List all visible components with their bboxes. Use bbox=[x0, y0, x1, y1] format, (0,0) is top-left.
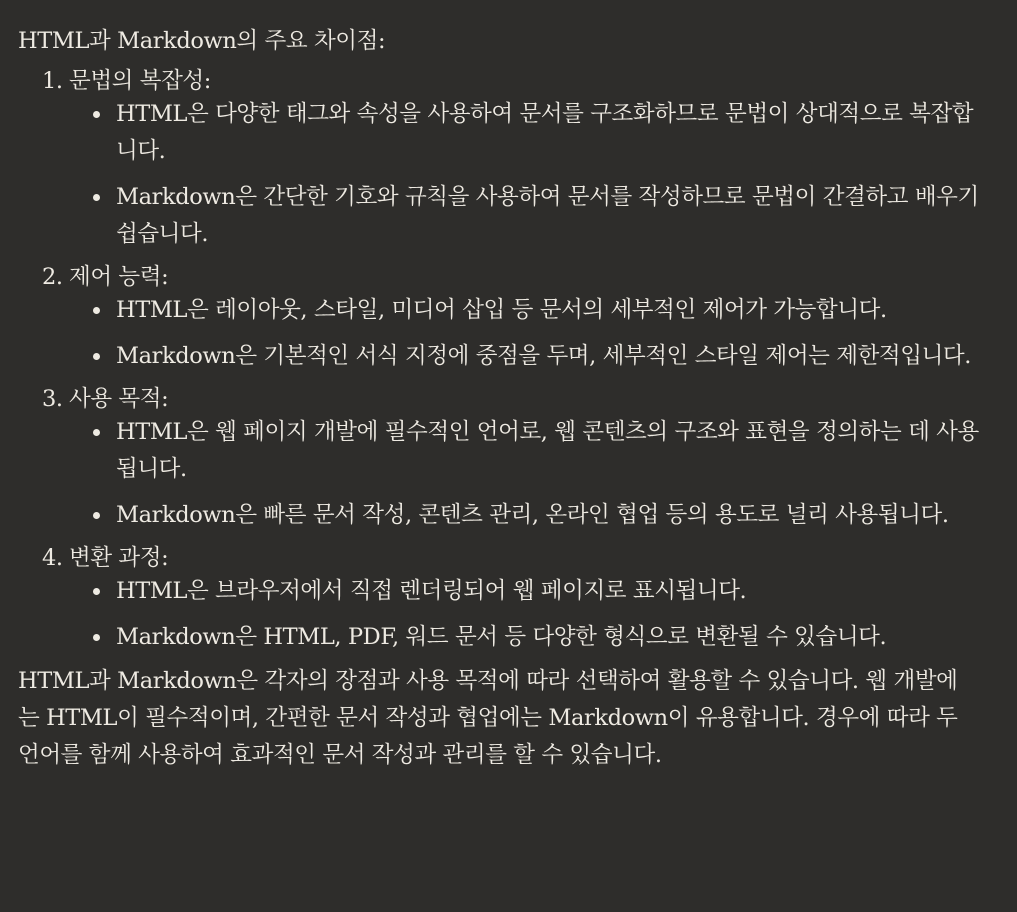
bullet-dot-icon bbox=[93, 429, 100, 436]
bullet-dot-icon bbox=[93, 307, 100, 314]
bullet-dot-icon bbox=[93, 634, 100, 641]
list-item bbox=[18, 338, 999, 375]
bullet-list bbox=[18, 414, 999, 534]
section-syntax bbox=[18, 66, 999, 253]
list-item bbox=[18, 292, 999, 329]
section-number: 3. bbox=[42, 386, 63, 412]
bullet-text: Markdown은 HTML, PDF, 워드 문서 등 다양한 형식으로 변환될 수 있습니다. bbox=[116, 624, 887, 650]
section-title bbox=[18, 262, 999, 292]
list-item bbox=[18, 619, 999, 656]
section-number: 1. bbox=[42, 68, 63, 94]
section-heading: 문법의 복잡성: bbox=[69, 68, 211, 94]
summary-text: HTML과 Markdown은 각자의 장점과 사용 목적에 따라 선택하여 활용할 수 있습니다. 웹 개발에는 HTML이 필수적이며, 간편한 문서 작성과 협업에는 Markdown이 유용합니다. 경우에 따라 두 언어를 함께 사용하여 효과적인 문서 작성과 관리를 할 수 있습니다. bbox=[18, 668, 958, 768]
section-control bbox=[18, 262, 999, 375]
bullet-dot-icon bbox=[93, 512, 100, 519]
section-heading: 사용 목적: bbox=[69, 386, 169, 412]
section-number: 4. bbox=[42, 545, 63, 571]
section-title bbox=[18, 543, 999, 573]
bullet-dot-icon bbox=[93, 588, 100, 595]
section-title bbox=[18, 66, 999, 96]
section-number: 2. bbox=[42, 264, 63, 290]
bullet-list bbox=[18, 292, 999, 375]
bullet-text: HTML은 다양한 태그와 속성을 사용하여 문서를 구조화하므로 문법이 상대적으로 복잡합니다. bbox=[116, 101, 974, 164]
bullet-list bbox=[18, 96, 999, 253]
bullet-text: Markdown은 기본적인 서식 지정에 중점을 두며, 세부적인 스타일 제어는 제한적입니다. bbox=[116, 343, 972, 369]
bullet-dot-icon bbox=[93, 111, 100, 118]
bullet-dot-icon bbox=[93, 353, 100, 360]
intro-text: HTML과 Markdown의 주요 차이점: bbox=[18, 28, 386, 54]
bullet-text: HTML은 브라우저에서 직접 렌더링되어 웹 페이지로 표시됩니다. bbox=[116, 578, 747, 604]
bullet-text: HTML은 레이아웃, 스타일, 미디어 삽입 등 문서의 세부적인 제어가 가능합니다. bbox=[116, 297, 887, 323]
section-heading: 제어 능력: bbox=[69, 264, 169, 290]
section-conversion bbox=[18, 543, 999, 656]
section-purpose bbox=[18, 384, 999, 534]
list-item bbox=[18, 96, 999, 170]
list-item bbox=[18, 179, 999, 253]
section-heading: 변환 과정: bbox=[69, 545, 169, 571]
differences-list bbox=[18, 66, 999, 656]
bullet-dot-icon bbox=[93, 194, 100, 201]
bullet-text: HTML은 웹 페이지 개발에 필수적인 언어로, 웹 콘텐츠의 구조와 표현을 정의하는 데 사용됩니다. bbox=[116, 419, 979, 482]
list-item bbox=[18, 414, 999, 488]
bullet-text: Markdown은 간단한 기호와 규칙을 사용하여 문서를 작성하므로 문법이 간결하고 배우기 쉽습니다. bbox=[116, 184, 979, 247]
list-item bbox=[18, 573, 999, 610]
bullet-text: Markdown은 빠른 문서 작성, 콘텐츠 관리, 온라인 협업 등의 용도로 널리 사용됩니다. bbox=[116, 502, 949, 528]
bullet-list bbox=[18, 573, 999, 656]
list-item bbox=[18, 497, 999, 534]
section-title bbox=[18, 384, 999, 414]
